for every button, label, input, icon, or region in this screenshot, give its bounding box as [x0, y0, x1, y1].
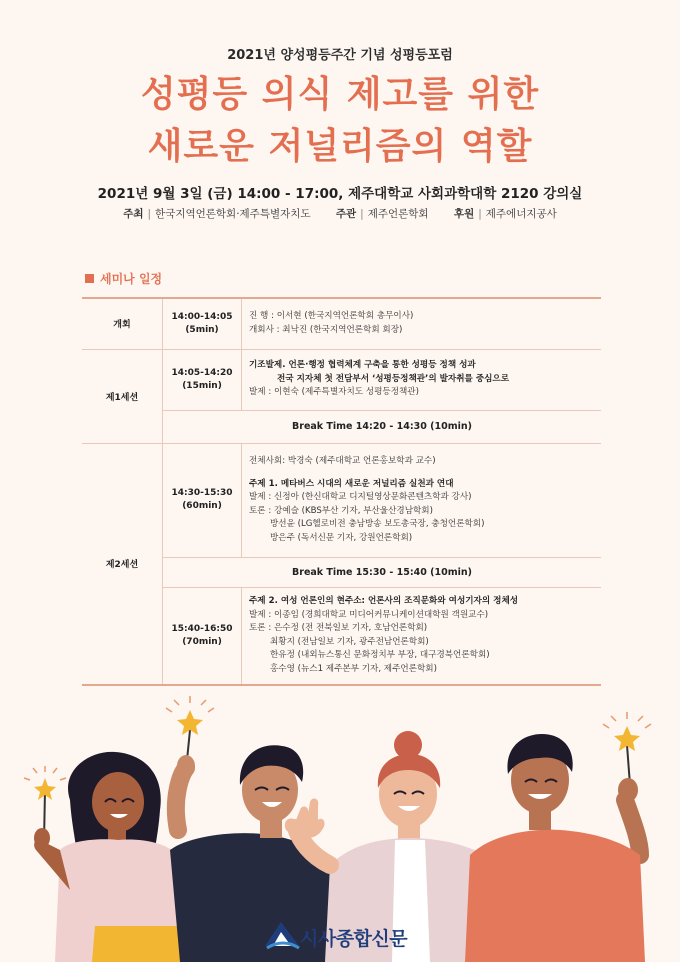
break-time: Break Time 14:20 - 14:30 (10min) — [163, 410, 602, 443]
time-range: 14:05-14:20 — [171, 367, 233, 378]
square-bullet-icon — [85, 274, 94, 283]
keynote-title: 기조발제. 언론·행정 협력체계 구축을 통한 성평등 정책 성과 — [249, 360, 476, 371]
panelist-line: 방선윤 (LG헬로비전 충남방송 보도총국장, 충청언론학회) — [270, 519, 485, 529]
sparkler-icon — [603, 712, 651, 785]
organizers-line — [0, 206, 680, 221]
session-content — [242, 349, 602, 410]
presenter-line: 발제 : 신정아 (한신대학교 디지털영상문화콘텐츠학과 강사) — [249, 492, 472, 502]
person-man-right — [465, 734, 645, 962]
session-time — [163, 443, 242, 557]
time-range: 14:30-15:30 — [171, 488, 233, 498]
presenter-line: 발제 : 이종임 (경희대학교 미디어커뮤니케이션대학원 객원교수) — [249, 609, 489, 620]
moderator-line: 진 행 : 이서현 (한국지역언론학회 총무이사) — [249, 311, 414, 322]
session-content — [242, 298, 602, 349]
break-time: Break Time 15:30 - 15:40 (10min) — [163, 557, 602, 587]
host-label: 주최 — [123, 208, 144, 220]
panelist-line: 홍수영 (뉴스1 제주본부 기자, 제주언론학회) — [270, 663, 437, 674]
schedule-heading — [85, 270, 162, 287]
brand-name: 시사종합신문 — [300, 928, 408, 950]
table-row — [82, 349, 601, 410]
time-range: 14:00-14:05 — [171, 311, 233, 322]
person-woman-left — [34, 752, 190, 962]
session-content — [242, 443, 602, 557]
time-range: 15:40-16:50 — [171, 623, 233, 634]
title-line-1: 성평등 의식 제고를 위한 — [140, 74, 540, 115]
keynote-subtitle: 전국 지자체 첫 전담부서 ‘성평등정책관’의 발자취를 중심으로 — [277, 373, 510, 384]
session-name: 제2세션 — [82, 443, 163, 685]
host-value: 한국지역언론학회·제주특별자치도 — [155, 208, 311, 220]
session-name: 개회 — [82, 298, 163, 349]
session-time — [163, 587, 242, 685]
table-row — [82, 443, 601, 557]
title-line-2: 새로운 저널리즘의 역할 — [147, 126, 533, 167]
session-time — [163, 298, 242, 349]
schedule-table — [82, 297, 601, 686]
event-subtitle: 2021년 양성평등주간 기념 성평등포럼 — [227, 48, 453, 63]
moderator-line: 전체사회: 박경숙 (제주대학교 언론홍보학과 교수) — [249, 456, 436, 466]
panelist-line: 토론 : 강예슬 (KBS부산 기자, 부산울산경남학회) — [249, 505, 433, 516]
opening-speech-line: 개회사 : 최낙진 (한국지역언론학회 회장) — [249, 324, 403, 335]
organizer-value: 제주언론학회 — [367, 208, 429, 220]
panelist-line: 토론 : 은수정 (전 전북일보 기자, 호남언론학회) — [249, 623, 428, 634]
table-row — [82, 298, 601, 349]
session-time — [163, 349, 242, 410]
people-illustration — [0, 690, 680, 962]
separator: | — [147, 208, 152, 220]
panelist-line: 한유정 (내외뉴스통신 문화정치부 부장, 대구경북언론학회) — [270, 650, 490, 661]
sponsor-label: 후원 — [453, 208, 475, 220]
session-content — [242, 587, 602, 685]
panelist-line: 방은주 (독서신문 기자, 강원언론학회) — [270, 532, 413, 543]
date-location: 2021년 9월 3일 (금) 14:00 - 17:00, 제주대학교 사회과학대학 2120 강의실 — [97, 186, 583, 202]
sponsor-value: 제주에너지공사 — [485, 208, 557, 220]
session-name: 제1세션 — [82, 349, 163, 443]
organizer-label: 주관 — [335, 208, 357, 220]
schedule-heading-text: 세미나 일정 — [100, 272, 163, 286]
presenter-line: 발제 : 이현숙 (제주특별자치도 성평등정책관) — [249, 387, 419, 398]
separator: | — [360, 208, 364, 220]
duration: (70min) — [182, 636, 222, 647]
separator: | — [478, 208, 482, 220]
duration: (5min) — [185, 324, 219, 335]
panelist-line: 최황지 (전남일보 기자, 광주전남언론학회) — [270, 636, 429, 647]
duration: (60min) — [182, 501, 222, 511]
brand-logo-icon — [263, 918, 301, 950]
topic-title: 주제 1. 메타버스 시대의 새로운 저널리즘 실천과 연대 — [249, 478, 454, 489]
topic-title: 주제 2. 여성 언론인의 현주소: 언론사의 조직문화와 여성기자의 정체성 — [249, 596, 519, 607]
duration: (15min) — [182, 380, 222, 391]
